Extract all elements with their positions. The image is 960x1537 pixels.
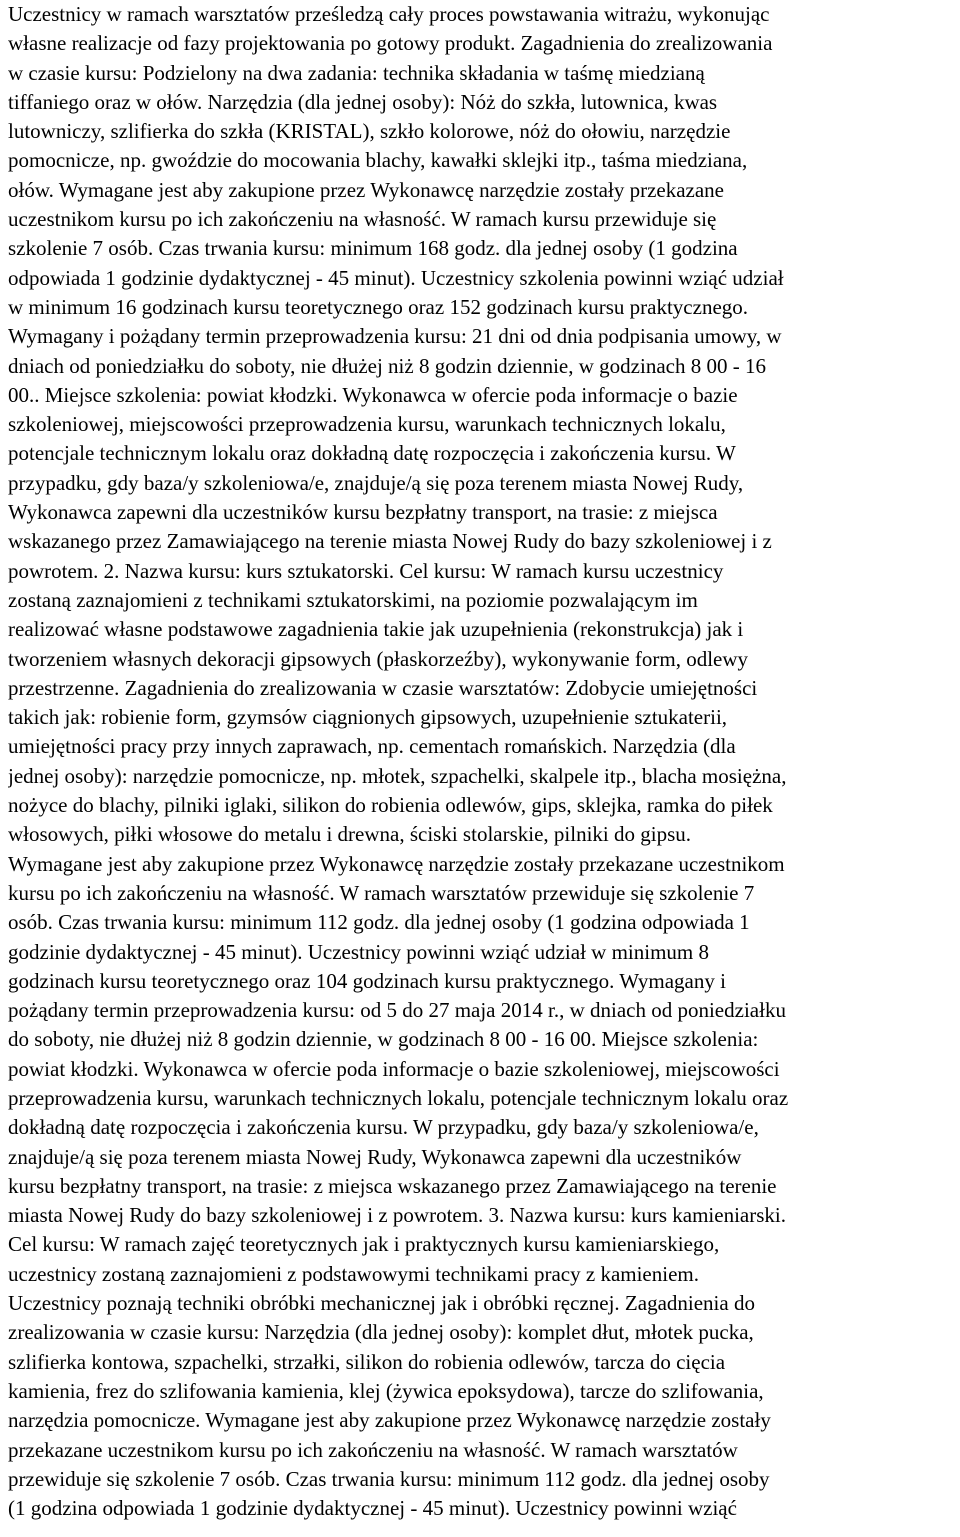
text-line: Cel kursu: W ramach zajęć teoretycznych jak i praktycznych kursu kamieniarskiego, [8, 1232, 720, 1257]
text-line: Wymagany i pożądany termin przeprowadzenia kursu: 21 dni od dnia podpisania umowy, w [8, 324, 782, 349]
text-line: tworzeniem własnych dekoracji gipsowych (płaskorzeźby), wykonywanie form, odlewy [8, 646, 749, 671]
text-line: tiffaniego oraz w ołów. Narzędzia (dla jednej osoby): Nóż do szkła, lutownica, kwas [8, 89, 718, 114]
text-line: pomocnicze, np. gwoździe do mocowania blachy, kawałki sklejki itp., taśma miedziana, [8, 148, 748, 173]
text-line: zostaną zaznajomieni z technikami sztukatorskimi, na poziomie pozwalającym im [8, 587, 698, 612]
text-line: w czasie kursu: Podzielony na dwa zadania: technika składania w taśmę miedzianą [8, 60, 705, 85]
text-line: realizować własne podstawowe zagadnienia takie jak uzupełnienia (rekonstrukcja) jak i [8, 617, 744, 642]
text-line: miasta Nowej Rudy do bazy szkoleniowej i z powrotem. 3. Nazwa kursu: kurs kamieniarski. [8, 1203, 786, 1228]
text-line: lutowniczy, szlifierka do szkła (KRISTAL), szkło kolorowe, nóż do ołowiu, narzędzie [8, 119, 731, 144]
text-line: nożyce do blachy, pilniki iglaki, silikon do robienia odlewów, gips, sklejka, ramka do piłek [8, 793, 773, 818]
text-line: przypadku, gdy baza/y szkoleniowa/e, znajduje/ą się poza terenem miasta Nowej Rudy, [8, 470, 744, 495]
text-line: znajduje/ą się poza terenem miasta Nowej Rudy, Wykonawca zapewni dla uczestników [8, 1144, 742, 1169]
text-line: odpowiada 1 godzinie dydaktycznej - 45 minut). Uczestnicy szkolenia powinni wziąć udział [8, 265, 784, 290]
text-line: przekazane uczestnikom kursu po ich zakończeniu na własność. W ramach warsztatów [8, 1437, 738, 1462]
text-line: przestrzenne. Zagadnienia do zrealizowania w czasie warsztatów: Zdobycie umiejętności [8, 675, 758, 700]
text-line: dokładną datę rozpoczęcia i zakończenia kursu. W przypadku, gdy baza/y szkoleniowa/e, [8, 1115, 759, 1140]
text-line: własne realizacje od fazy projektowania po gotowy produkt. Zagadnienia do zrealizowania [8, 31, 773, 56]
text-line: uczestnicy zostaną zaznajomieni z podstawowymi technikami pracy z kamieniem. [8, 1261, 699, 1286]
text-line: zrealizowania w czasie kursu: Narzędzia (dla jednej osoby): komplet dłut, młotek pucka, [8, 1320, 754, 1345]
text-line: powiat kłodzki. Wykonawca w ofercie poda informacje o bazie szkoleniowej, miejscowości [8, 1056, 780, 1081]
text-line: potencjale technicznym lokalu oraz dokładną datę rozpoczęcia i zakończenia kursu. W [8, 441, 736, 466]
text-line: do soboty, nie dłużej niż 8 godzin dziennie, w godzinach 8 00 - 16 00. Miejsce szkolenia: [8, 1027, 759, 1052]
text-line: pożądany termin przeprowadzenia kursu: od 5 do 27 maja 2014 r., w dniach od poniedziałku [8, 998, 786, 1023]
document-body [8, 0, 960, 1523]
text-line: wskazanego przez Zamawiającego na terenie miasta Nowej Rudy do bazy szkoleniowej i z [8, 529, 772, 554]
text-line: włosowych, piłki włosowe do metalu i drewna, ściski stolarskie, pilniki do gipsu. [8, 822, 692, 847]
text-line: w minimum 16 godzinach kursu teoretycznego oraz 152 godzinach kursu praktycznego. [8, 294, 749, 319]
text-line: Wymagane jest aby zakupione przez Wykonawcę narzędzie zostały przekazane uczestnikom [8, 851, 785, 876]
text-line: osób. Czas trwania kursu: minimum 112 godz. dla jednej osoby (1 godzina odpowiada 1 [8, 910, 750, 935]
text-line: Uczestnicy poznają techniki obróbki mechanicznej jak i obróbki ręcznej. Zagadnienia do [8, 1291, 755, 1316]
text-line: Wykonawca zapewni dla uczestników kursu bezpłatny transport, na trasie: z miejsca [8, 500, 718, 525]
text-line: kursu bezpłatny transport, na trasie: z miejsca wskazanego przez Zamawiającego na terenie [8, 1173, 777, 1198]
text-line: uczestnikom kursu po ich zakończeniu na własność. W ramach kursu przewiduje się [8, 207, 717, 232]
text-line: narzędzia pomocnicze. Wymagane jest aby zakupione przez Wykonawcę narzędzie zostały [8, 1408, 771, 1433]
text-line: kursu po ich zakończeniu na własność. W ramach warsztatów przewiduje się szkolenie 7 [8, 880, 755, 905]
text-line: umiejętności pracy przy innych zaprawach, np. cementach romańskich. Narzędzia (dla [8, 734, 736, 759]
text-line: 00.. Miejsce szkolenia: powiat kłodzki. Wykonawca w ofercie poda informacje o bazie [8, 382, 738, 407]
text-line: przewiduje się szkolenie 7 osób. Czas trwania kursu: minimum 112 godz. dla jednej osoby [8, 1466, 770, 1491]
text-line: Uczestnicy w ramach warsztatów prześledzą cały proces powstawania witrażu, wykonując [8, 2, 770, 26]
text-line: jednej osoby): narzędzie pomocnicze, np. młotek, szpachelki, skalpele itp., blacha mosiężna, [8, 763, 787, 788]
text-line: przeprowadzenia kursu, warunkach technicznych lokalu, potencjale technicznym lokalu oraz [8, 1085, 789, 1110]
text-line: kamienia, frez do szlifowania kamienia, klej (żywica epoksydowa), tarcze do szlifowania, [8, 1378, 764, 1403]
text-line: powrotem. 2. Nazwa kursu: kurs sztukatorski. Cel kursu: W ramach kursu uczestnicy [8, 558, 724, 583]
text-line: godzinach kursu teoretycznego oraz 104 godzinach kursu praktycznego. Wymagany i [8, 968, 726, 993]
text-line: szkoleniowej, miejscowości przeprowadzenia kursu, warunkach technicznych lokalu, [8, 412, 726, 437]
text-line: szkolenie 7 osób. Czas trwania kursu: minimum 168 godz. dla jednej osoby (1 godzina [8, 236, 738, 261]
text-line: (1 godzina odpowiada 1 godzinie dydaktycznej - 45 minut). Uczestnicy powinni wziąć [8, 1496, 737, 1521]
text-line: godzinie dydaktycznej - 45 minut). Uczestnicy powinni wziąć udział w minimum 8 [8, 939, 709, 964]
text-line: ołów. Wymagane jest aby zakupione przez Wykonawcę narzędzie zostały przekazane [8, 177, 724, 202]
text-line: takich jak: robienie form, gzymsów ciągnionych gipsowych, uzupełnienie sztukaterii, [8, 705, 728, 730]
text-line: dniach od poniedziałku do soboty, nie dłużej niż 8 godzin dziennie, w godzinach 8 00 - 16 [8, 353, 766, 378]
text-line: szlifierka kontowa, szpachelki, strzałki, silikon do robienia odlewów, tarcza do cięcia [8, 1349, 726, 1374]
